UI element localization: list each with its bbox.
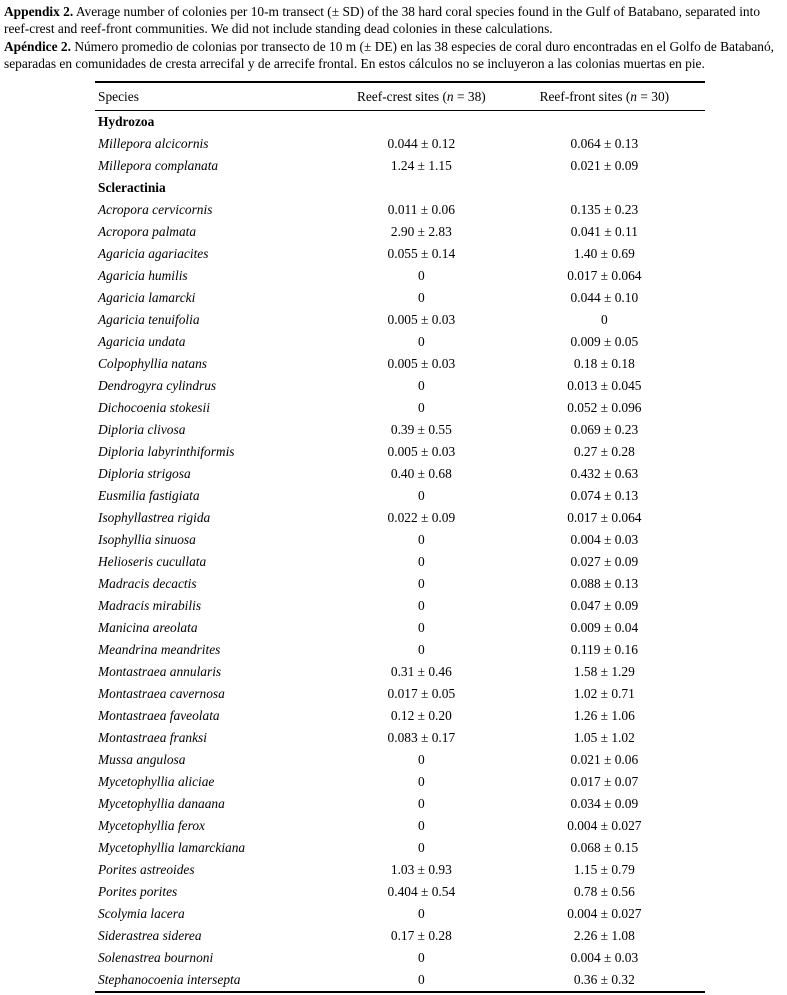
species-name-cell: Mycetophyllia ferox bbox=[98, 818, 205, 834]
table-row bbox=[95, 287, 705, 309]
species-name-cell: Montastraea annularis bbox=[98, 664, 222, 680]
reef-crest-value-cell: 0.005 ± 0.03 bbox=[387, 356, 456, 372]
table-row bbox=[95, 837, 705, 859]
reef-crest-value-cell bbox=[339, 111, 504, 134]
reef-front-value-cell: 1.02 ± 0.71 bbox=[573, 686, 635, 702]
reef-front-value-cell: 0.044 ± 0.10 bbox=[570, 290, 639, 306]
table-row bbox=[95, 683, 705, 705]
table-row bbox=[95, 463, 705, 485]
crest-header-n: n bbox=[446, 88, 454, 104]
reef-front-value-cell: 0.017 ± 0.064 bbox=[567, 510, 642, 526]
reef-front-value-cell: 0.052 ± 0.096 bbox=[567, 400, 642, 416]
species-name-cell: Isophyllastrea rigida bbox=[98, 510, 211, 526]
species-name-cell: Montastraea franksi bbox=[98, 730, 207, 746]
reef-front-value-cell: 0.432 ± 0.63 bbox=[570, 466, 639, 482]
table-row bbox=[95, 573, 705, 595]
reef-front-value-cell: 1.05 ± 1.02 bbox=[573, 730, 635, 746]
header-row bbox=[95, 82, 705, 111]
reef-crest-value-cell: 0.39 ± 0.55 bbox=[390, 422, 452, 438]
species-name-cell: Porites porites bbox=[98, 884, 178, 900]
species-name-cell: Diploria labyrinthiformis bbox=[98, 444, 235, 460]
caption-es-text: Número promedio de colonias por transecto de 10 m (± DE) en las 38 especies de coral duro encontradas en el Golfo de Batabanó, separadas en comunidades de cresta arrecifal y de arrecife frontal. En estos cálculos no se incluyeron a las colonias muertas en pie. bbox=[4, 39, 775, 71]
species-name-cell: Eusmilia fastigiata bbox=[98, 488, 200, 504]
table-row bbox=[95, 617, 705, 639]
species-name-cell: Mycetophyllia lamarckiana bbox=[98, 840, 246, 856]
species-name-cell: Madracis mirabilis bbox=[98, 598, 202, 614]
reef-front-value-cell: 0.27 ± 0.28 bbox=[573, 444, 635, 460]
species-name-cell: Mycetophyllia danaana bbox=[98, 796, 225, 812]
species-name-cell: Millepora complanata bbox=[98, 158, 219, 174]
reef-front-value-cell: 0.021 ± 0.06 bbox=[570, 752, 639, 768]
table-row bbox=[95, 947, 705, 969]
species-name-cell: Solenastrea bournoni bbox=[98, 950, 214, 966]
reef-crest-value-cell: 0 bbox=[417, 488, 425, 504]
coral-species-table bbox=[95, 81, 705, 993]
reef-front-value-cell: 0.068 ± 0.15 bbox=[570, 840, 639, 856]
section-name-cell: Hydrozoa bbox=[98, 114, 155, 130]
species-name-cell: Montastraea cavernosa bbox=[98, 686, 225, 702]
crest-header-suffix: = 38) bbox=[453, 88, 486, 104]
table-row bbox=[95, 705, 705, 727]
reef-front-value-cell: 2.26 ± 1.08 bbox=[573, 928, 635, 944]
reef-front-value-cell: 0.034 ± 0.09 bbox=[570, 796, 639, 812]
reef-crest-value-cell: 0.022 ± 0.09 bbox=[387, 510, 456, 526]
reef-crest-value-cell: 0 bbox=[417, 840, 425, 856]
reef-front-value-cell: 0.064 ± 0.13 bbox=[570, 136, 639, 152]
reef-crest-value-cell: 0 bbox=[417, 818, 425, 834]
caption-appendix-es bbox=[0, 37, 787, 72]
reef-front-value-cell: 1.40 ± 0.69 bbox=[573, 246, 635, 262]
reef-front-value-cell: 0 bbox=[600, 312, 608, 328]
reef-front-value-cell: 1.58 ± 1.29 bbox=[573, 664, 635, 680]
reef-crest-value-cell: 0 bbox=[417, 268, 425, 284]
reef-crest-value-cell: 0 bbox=[417, 576, 425, 592]
reef-front-value-cell: 0.004 ± 0.027 bbox=[567, 906, 642, 922]
reef-crest-value-cell: 0.055 ± 0.14 bbox=[387, 246, 456, 262]
reef-front-value-cell: 0.135 ± 0.23 bbox=[570, 202, 639, 218]
reef-crest-value-cell: 1.03 ± 0.93 bbox=[390, 862, 452, 878]
section-row bbox=[95, 177, 705, 199]
table-row bbox=[95, 793, 705, 815]
species-name-cell: Agaricia humilis bbox=[98, 268, 188, 284]
reef-crest-value-cell: 0 bbox=[417, 598, 425, 614]
table-row bbox=[95, 859, 705, 881]
species-name-cell: Dichocoenia stokesii bbox=[98, 400, 210, 416]
table-row bbox=[95, 419, 705, 441]
reef-front-value-cell: 0.004 ± 0.027 bbox=[567, 818, 642, 834]
species-name-cell: Diploria clivosa bbox=[98, 422, 186, 438]
table-row bbox=[95, 331, 705, 353]
species-name-cell: Scolymia lacera bbox=[98, 906, 185, 922]
crest-header-prefix: Reef-crest sites ( bbox=[356, 88, 447, 104]
species-name-cell: Helioseris cucullata bbox=[98, 554, 207, 570]
caption-es-label: Apéndice 2. bbox=[4, 39, 71, 55]
reef-crest-value-cell: 0.40 ± 0.68 bbox=[390, 466, 452, 482]
reef-crest-value-cell: 0.31 ± 0.46 bbox=[390, 664, 452, 680]
reef-crest-value-cell: 0 bbox=[417, 400, 425, 416]
reef-front-value-cell: 0.017 ± 0.07 bbox=[570, 774, 639, 790]
reef-front-value-cell: 0.009 ± 0.05 bbox=[570, 334, 639, 350]
reef-front-value-cell: 0.027 ± 0.09 bbox=[570, 554, 639, 570]
species-name-cell: Madracis decactis bbox=[98, 576, 197, 592]
table-row bbox=[95, 771, 705, 793]
reef-crest-value-cell: 0 bbox=[417, 290, 425, 306]
table-row bbox=[95, 243, 705, 265]
table-row bbox=[95, 265, 705, 287]
table-row bbox=[95, 199, 705, 221]
reef-crest-value-cell: 0.12 ± 0.20 bbox=[390, 708, 452, 724]
reef-front-value-cell: 1.26 ± 1.06 bbox=[573, 708, 635, 724]
species-name-cell: Dendrogyra cylindrus bbox=[98, 378, 217, 394]
species-name-cell: Agaricia agariacites bbox=[98, 246, 209, 262]
front-header-n: n bbox=[630, 88, 637, 104]
table-row bbox=[95, 529, 705, 551]
table-row bbox=[95, 661, 705, 683]
reef-crest-value-cell: 0.404 ± 0.54 bbox=[387, 884, 456, 900]
reef-crest-value-cell: 0 bbox=[417, 554, 425, 570]
reef-crest-value-cell: 0.017 ± 0.05 bbox=[387, 686, 456, 702]
reef-crest-value-cell: 0 bbox=[417, 532, 425, 548]
reef-front-value-cell: 0.36 ± 0.32 bbox=[573, 972, 635, 988]
species-name-cell: Mycetophyllia aliciae bbox=[98, 774, 215, 790]
species-name-cell: Meandrina meandrites bbox=[98, 642, 221, 658]
reef-front-value-cell: 0.004 ± 0.03 bbox=[570, 950, 639, 966]
species-name-cell: Siderastrea siderea bbox=[98, 928, 202, 944]
reef-crest-value-cell: 0.17 ± 0.28 bbox=[390, 928, 452, 944]
table-row bbox=[95, 155, 705, 177]
table-row bbox=[95, 441, 705, 463]
species-name-cell: Acropora palmata bbox=[98, 224, 197, 240]
column-header-reef-crest bbox=[339, 82, 504, 111]
reef-crest-value-cell: 0.083 ± 0.17 bbox=[387, 730, 456, 746]
species-name-cell: Mussa angulosa bbox=[98, 752, 186, 768]
table-row bbox=[95, 595, 705, 617]
species-name-cell: Montastraea faveolata bbox=[98, 708, 220, 724]
reef-front-value-cell: 0.18 ± 0.18 bbox=[573, 356, 635, 372]
table-row bbox=[95, 353, 705, 375]
reef-crest-value-cell bbox=[339, 177, 504, 199]
reef-front-value-cell: 0.041 ± 0.11 bbox=[570, 224, 638, 240]
front-header-prefix: Reef-front sites ( bbox=[539, 88, 631, 104]
table-row bbox=[95, 397, 705, 419]
species-name-cell: Manicina areolata bbox=[98, 620, 198, 636]
table-row bbox=[95, 903, 705, 925]
species-name-cell: Diploria strigosa bbox=[98, 466, 191, 482]
table-row bbox=[95, 485, 705, 507]
reef-crest-value-cell: 0.044 ± 0.12 bbox=[387, 136, 456, 152]
reef-front-value-cell: 0.009 ± 0.04 bbox=[570, 620, 639, 636]
reef-crest-value-cell: 0 bbox=[417, 334, 425, 350]
table-row bbox=[95, 815, 705, 837]
reef-crest-value-cell: 0.011 ± 0.06 bbox=[387, 202, 455, 218]
species-name-cell: Agaricia undata bbox=[98, 334, 186, 350]
table-row bbox=[95, 309, 705, 331]
reef-crest-value-cell: 0 bbox=[417, 906, 425, 922]
reef-front-value-cell: 0.088 ± 0.13 bbox=[570, 576, 639, 592]
table-row bbox=[95, 881, 705, 903]
caption-en-label: Appendix 2. bbox=[4, 4, 74, 19]
table-row bbox=[95, 375, 705, 397]
table-row bbox=[95, 925, 705, 947]
section-name-cell: Scleractinia bbox=[98, 180, 166, 196]
table-row bbox=[95, 727, 705, 749]
table-row bbox=[95, 133, 705, 155]
reef-crest-value-cell: 0 bbox=[417, 378, 425, 394]
reef-crest-value-cell: 0 bbox=[417, 642, 425, 658]
reef-front-value-cell: 0.021 ± 0.09 bbox=[570, 158, 639, 174]
section-row bbox=[95, 111, 705, 134]
caption-en-text: Average number of colonies per 10-m transect (± SD) of the 38 hard coral species found in the Gulf of Batabano, separated into reef-crest and reef-front communities. We did not include standing dead colonies in these calculations. bbox=[4, 4, 761, 36]
reef-crest-value-cell: 1.24 ± 1.15 bbox=[390, 158, 452, 174]
species-name-cell: Porites astreoides bbox=[98, 862, 195, 878]
reef-front-value-cell: 0.78 ± 0.56 bbox=[573, 884, 635, 900]
species-name-cell: Colpophyllia natans bbox=[98, 356, 207, 372]
reef-crest-value-cell: 0 bbox=[417, 796, 425, 812]
table-row bbox=[95, 749, 705, 771]
table-row bbox=[95, 639, 705, 661]
reef-front-value-cell: 0.013 ± 0.045 bbox=[567, 378, 642, 394]
species-name-cell: Acropora cervicornis bbox=[98, 202, 213, 218]
reef-front-value-cell: 0.069 ± 0.23 bbox=[570, 422, 639, 438]
caption-appendix-en bbox=[0, 0, 787, 37]
reef-front-value-cell: 0.074 ± 0.13 bbox=[570, 488, 639, 504]
reef-front-value-cell: 0.119 ± 0.16 bbox=[570, 642, 638, 658]
reef-crest-value-cell: 0 bbox=[417, 620, 425, 636]
species-name-cell: Stephanocoenia intersepta bbox=[98, 972, 241, 988]
species-name-cell: Agaricia tenuifolia bbox=[98, 312, 200, 328]
table-row bbox=[95, 969, 705, 992]
column-header-species: Species bbox=[95, 82, 339, 111]
table-row bbox=[95, 221, 705, 243]
reef-front-value-cell bbox=[504, 111, 705, 134]
reef-front-value-cell: 0.017 ± 0.064 bbox=[567, 268, 642, 284]
table-row bbox=[95, 551, 705, 573]
reef-front-value-cell bbox=[504, 177, 705, 199]
reef-crest-value-cell: 0 bbox=[417, 950, 425, 966]
reef-crest-value-cell: 0 bbox=[417, 774, 425, 790]
reef-crest-value-cell: 0.005 ± 0.03 bbox=[387, 312, 456, 328]
species-name-cell: Millepora alcicornis bbox=[98, 136, 209, 152]
reef-crest-value-cell: 2.90 ± 2.83 bbox=[390, 224, 452, 240]
table-row bbox=[95, 507, 705, 529]
reef-front-value-cell: 0.047 ± 0.09 bbox=[570, 598, 639, 614]
reef-front-value-cell: 0.004 ± 0.03 bbox=[570, 532, 639, 548]
reef-crest-value-cell: 0 bbox=[417, 752, 425, 768]
table-body bbox=[95, 111, 705, 993]
reef-crest-value-cell: 0.005 ± 0.03 bbox=[387, 444, 456, 460]
species-name-cell: Agaricia lamarcki bbox=[98, 290, 196, 306]
reef-crest-value-cell: 0 bbox=[417, 972, 425, 988]
species-name-cell: Isophyllia sinuosa bbox=[98, 532, 196, 548]
reef-front-value-cell: 1.15 ± 0.79 bbox=[573, 862, 635, 878]
column-header-reef-front bbox=[504, 82, 705, 111]
front-header-suffix: = 30) bbox=[637, 88, 670, 104]
